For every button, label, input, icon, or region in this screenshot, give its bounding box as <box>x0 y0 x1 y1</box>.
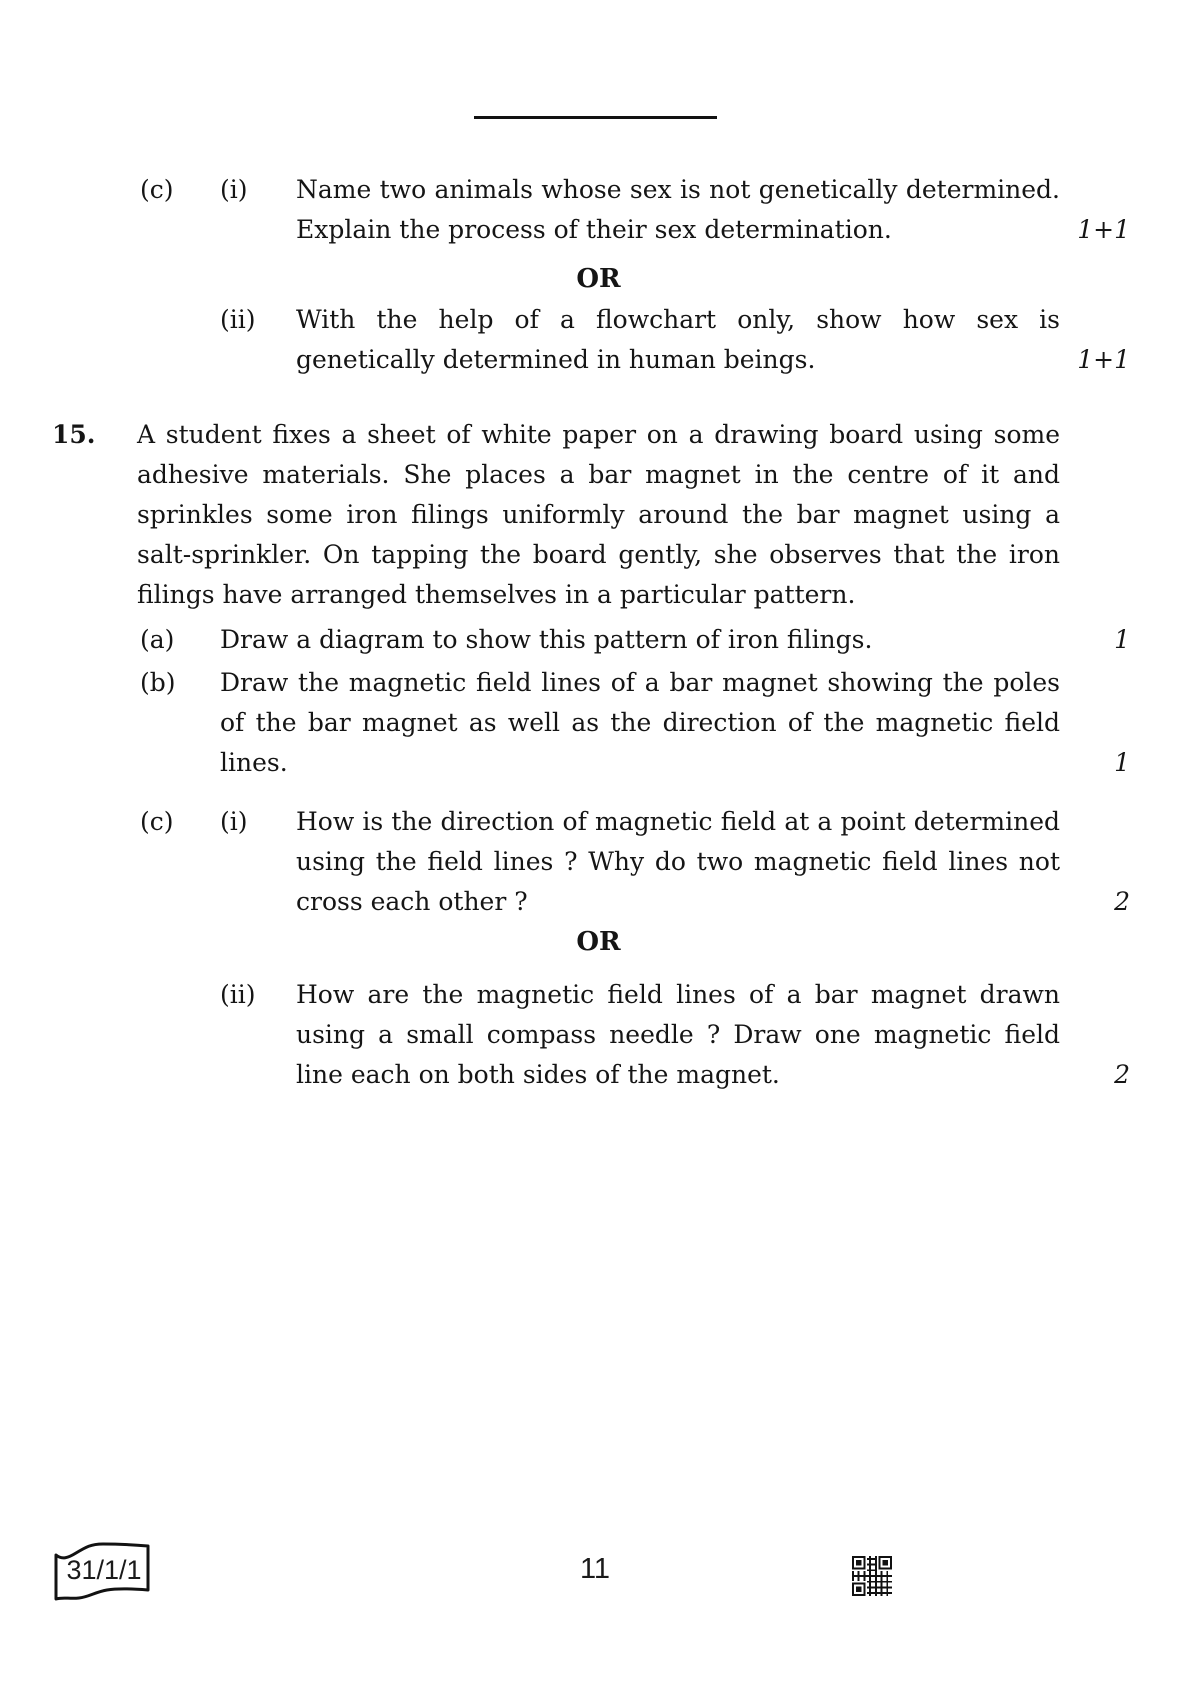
marks-value: 1+1 <box>1077 215 1130 244</box>
question-text: A student fixes a sheet of white paper on a drawing board using some adhesive materials. She places a bar magnet in the centre of it and sprinkles some iron filings uniformly around the bar magnet using a salt-sprinkler. On tapping the board gently, she observes that the iron filings have arranged themselves in a particular pattern. <box>137 420 1060 609</box>
section-divider-rule <box>474 116 717 119</box>
paper-code: 31/1/1 <box>66 1555 142 1585</box>
or-separator: OR <box>576 927 621 957</box>
question-number: 15. <box>52 420 96 449</box>
marks-value: 1 <box>1114 625 1130 654</box>
question-15 <box>52 415 1130 615</box>
question-14-part-c-ii <box>140 300 1130 380</box>
part-label: (c) <box>140 807 174 836</box>
subpart-label: (ii) <box>220 305 256 334</box>
question-15-part-c-i <box>140 802 1130 922</box>
subpart-label: (i) <box>220 175 248 204</box>
question-text: Draw the magnetic field lines of a bar magnet showing the poles of the bar magnet as well as the direction of the magnetic field lines. <box>220 668 1060 777</box>
question-text: Draw a diagram to show this pattern of iron filings. <box>220 625 873 654</box>
marks-value: 2 <box>1114 1060 1130 1089</box>
question-15-part-b <box>140 663 1130 783</box>
marks-value: 1+1 <box>1077 345 1130 374</box>
or-separator: OR <box>576 264 621 294</box>
part-label: (b) <box>140 668 176 697</box>
page-number: 11 <box>579 1553 611 1585</box>
question-text: With the help of a flowchart only, show how sex is genetically determined in human beings. <box>296 305 1060 374</box>
question-text: Name two animals whose sex is not genetically determined. Explain the process of their sex determination. <box>296 175 1060 244</box>
part-label: (c) <box>140 175 174 204</box>
question-15-part-c-ii <box>140 975 1130 1095</box>
marks-value: 1 <box>1114 748 1130 777</box>
subpart-label: (i) <box>220 807 248 836</box>
part-label: (a) <box>140 625 175 654</box>
marks-value: 2 <box>1114 887 1130 916</box>
question-text: How are the magnetic field lines of a bar magnet drawn using a small compass needle ? Draw one magnetic field line each on both sides of the magnet. <box>296 980 1060 1089</box>
question-14-part-c-i <box>140 170 1130 250</box>
question-text: How is the direction of magnetic field at a point determined using the field lines ? Why do two magnetic field lines not cross each other ? <box>296 807 1060 916</box>
question-15-part-a <box>140 620 1130 660</box>
subpart-label: (ii) <box>220 980 256 1009</box>
qr-code-icon <box>852 1556 892 1596</box>
